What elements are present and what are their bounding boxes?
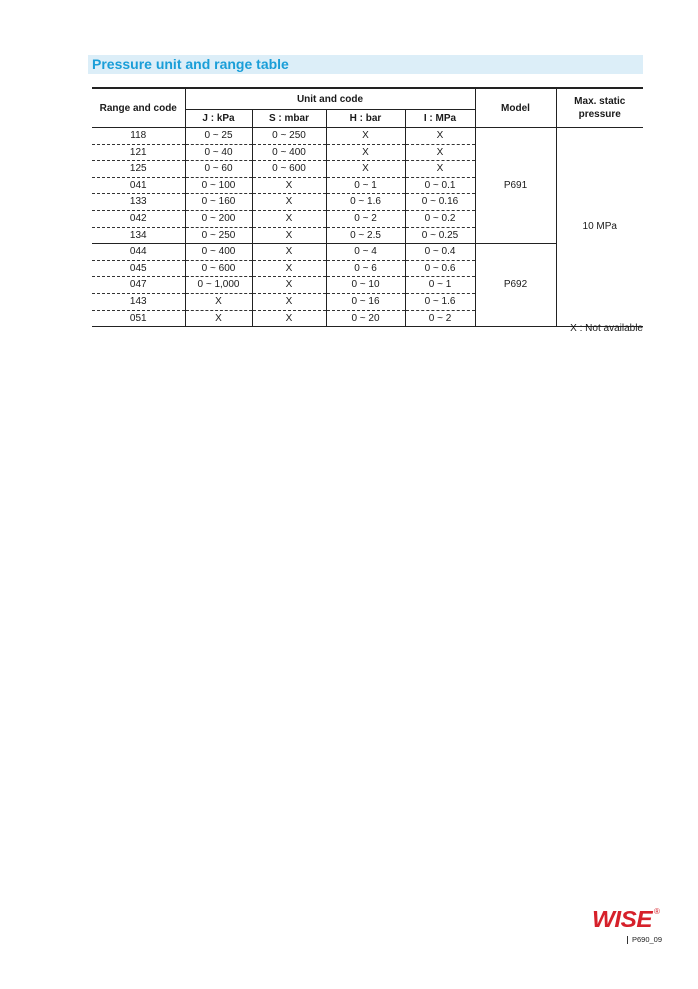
model-cell-p692: P692 <box>475 244 556 327</box>
range-code-cell: 125 <box>92 161 185 178</box>
range-code-cell: 044 <box>92 244 185 261</box>
mbar-cell: 0 ~ 600 <box>252 161 326 178</box>
range-code-cell: 051 <box>92 310 185 327</box>
mpa-cell: 0 ~ 0.2 <box>405 210 475 227</box>
bar-cell: 0 ~ 1 <box>326 177 405 194</box>
header-unit-mpa: I : MPa <box>405 110 475 128</box>
mpa-cell: 0 ~ 0.1 <box>405 177 475 194</box>
registered-mark: ® <box>654 907 660 916</box>
bar-cell: 0 ~ 4 <box>326 244 405 261</box>
model-cell-p691: P691 <box>475 128 556 244</box>
mbar-cell: X <box>252 293 326 310</box>
section-title: Pressure unit and range table <box>88 55 643 74</box>
footer-code <box>627 935 662 944</box>
kpa-cell: 0 ~ 400 <box>185 244 252 261</box>
mpa-cell: 0 ~ 0.16 <box>405 194 475 211</box>
logo-text: WISE <box>592 906 654 931</box>
bar-cell: 0 ~ 6 <box>326 260 405 277</box>
header-range-and-code: Range and code <box>92 88 185 128</box>
kpa-cell: 0 ~ 40 <box>185 144 252 161</box>
mbar-cell: 0 ~ 250 <box>252 128 326 145</box>
range-code-cell: 134 <box>92 227 185 244</box>
mpa-cell: 0 ~ 1 <box>405 277 475 294</box>
mpa-cell: 0 ~ 0.6 <box>405 260 475 277</box>
bar-cell: 0 ~ 1.6 <box>326 194 405 211</box>
kpa-cell: 0 ~ 25 <box>185 128 252 145</box>
range-code-cell: 121 <box>92 144 185 161</box>
mpa-cell: X <box>405 161 475 178</box>
kpa-cell: 0 ~ 600 <box>185 260 252 277</box>
bar-cell: X <box>326 128 405 145</box>
bar-cell: 0 ~ 2.5 <box>326 227 405 244</box>
mbar-cell: 0 ~ 400 <box>252 144 326 161</box>
not-available-note: X : Not available <box>570 323 643 334</box>
bar-cell: 0 ~ 2 <box>326 210 405 227</box>
kpa-cell: X <box>185 293 252 310</box>
wise-logo <box>591 905 661 931</box>
mbar-cell: X <box>252 194 326 211</box>
mbar-cell: X <box>252 310 326 327</box>
header-unit-kpa: J : kPa <box>185 110 252 128</box>
mpa-cell: X <box>405 128 475 145</box>
range-code-cell: 045 <box>92 260 185 277</box>
header-max-static-pressure: Max. static pressure <box>556 88 643 128</box>
mpa-cell: 0 ~ 0.4 <box>405 244 475 261</box>
range-code-cell: 041 <box>92 177 185 194</box>
pressure-range-table <box>92 87 643 327</box>
mpa-cell: 0 ~ 1.6 <box>405 293 475 310</box>
max-static-cell: 10 MPa <box>556 128 643 327</box>
kpa-cell: 0 ~ 1,000 <box>185 277 252 294</box>
bar-cell: 0 ~ 20 <box>326 310 405 327</box>
mbar-cell: X <box>252 244 326 261</box>
mpa-cell: 0 ~ 2 <box>405 310 475 327</box>
kpa-cell: 0 ~ 160 <box>185 194 252 211</box>
kpa-cell: X <box>185 310 252 327</box>
header-model: Model <box>475 88 556 128</box>
header-unit-bar: H : bar <box>326 110 405 128</box>
mbar-cell: X <box>252 260 326 277</box>
range-code-cell: 118 <box>92 128 185 145</box>
mbar-cell: X <box>252 177 326 194</box>
kpa-cell: 0 ~ 250 <box>185 227 252 244</box>
kpa-cell: 0 ~ 100 <box>185 177 252 194</box>
footer-divider <box>627 936 628 944</box>
bar-cell: X <box>326 161 405 178</box>
mbar-cell: X <box>252 210 326 227</box>
range-code-cell: 042 <box>92 210 185 227</box>
bar-cell: 0 ~ 16 <box>326 293 405 310</box>
mbar-cell: X <box>252 227 326 244</box>
mpa-cell: X <box>405 144 475 161</box>
kpa-cell: 0 ~ 200 <box>185 210 252 227</box>
range-code-cell: 143 <box>92 293 185 310</box>
mpa-cell: 0 ~ 0.25 <box>405 227 475 244</box>
range-code-cell: 047 <box>92 277 185 294</box>
range-code-cell: 133 <box>92 194 185 211</box>
header-unit-mbar: S : mbar <box>252 110 326 128</box>
bar-cell: X <box>326 144 405 161</box>
bar-cell: 0 ~ 10 <box>326 277 405 294</box>
mbar-cell: X <box>252 277 326 294</box>
footer-code-text: P690_09 <box>632 935 663 944</box>
table-row <box>92 128 643 145</box>
header-unit-and-code: Unit and code <box>185 88 475 110</box>
kpa-cell: 0 ~ 60 <box>185 161 252 178</box>
